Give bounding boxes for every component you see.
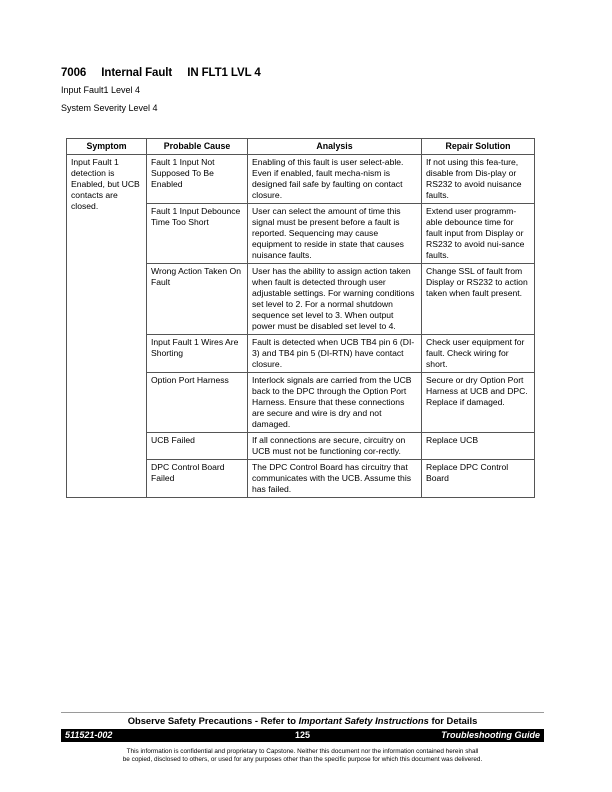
cause-cell: Input Fault 1 Wires Are Shorting [147, 335, 248, 373]
header-analysis: Analysis [248, 139, 422, 155]
safety-notice [61, 715, 544, 726]
analysis-cell: The DPC Control Board has circuitry that communicates with the UCB. Assume this has failed. [248, 460, 422, 498]
analysis-cell: If all connections are secure, circuitry on UCB must not be functioning cor-rectly. [248, 433, 422, 460]
table-row [67, 155, 535, 204]
cause-cell: Option Port Harness [147, 373, 248, 433]
troubleshooting-table [66, 138, 535, 498]
header-repair-solution: Repair Solution [422, 139, 535, 155]
header-probable-cause: Probable Cause [147, 139, 248, 155]
confidentiality-notice [61, 748, 544, 764]
analysis-cell: Enabling of this fault is user select-able. Even if enabled, fault mecha-nism is designed fail safe by faulting on contact closure. [248, 155, 422, 204]
document-number: 511521-002 [65, 730, 113, 740]
header-symptom: Symptom [67, 139, 147, 155]
confidentiality-line-1: This information is confidential and proprietary to Capstone. Neither this document nor the information contained herein shall [126, 748, 479, 755]
page-number: 125 [294, 730, 311, 740]
fault-name: Internal Fault [101, 67, 173, 79]
repair-cell: If not using this fea-ture, disable from Dis-play or RS232 to avoid nuisance faults. [422, 155, 535, 204]
cause-cell: Fault 1 Input Debounce Time Too Short [147, 204, 248, 264]
fault-code: 7006 [61, 67, 87, 79]
analysis-cell: User can select the amount of time this signal must be present before a fault is reported. Sequencing may cause equipment to reside in state that causes nuisance faults. [248, 204, 422, 264]
repair-cell: Extend user programm-able debounce time for fault input from Display or RS232 to avoid nui-sance faults. [422, 204, 535, 264]
cause-cell: Wrong Action Taken On Fault [147, 264, 248, 335]
safety-instructions-reference: Important Safety Instructions [298, 715, 429, 726]
page-title [61, 67, 273, 79]
guide-title: Troubleshooting Guide [441, 730, 540, 740]
footer-bar [61, 729, 544, 742]
repair-cell: Change SSL of fault from Display or RS232 to action taken when fault present. [422, 264, 535, 335]
symptom-cell: Input Fault 1 detection is Enabled, but UCB contacts are closed. [67, 155, 147, 498]
safety-suffix: for Details [428, 715, 478, 726]
repair-cell: Check user equipment for fault. Check wiring for short. [422, 335, 535, 373]
cause-cell: UCB Failed [147, 433, 248, 460]
analysis-cell: Interlock signals are carried from the UCB back to the DPC through the Option Port Harness. Ensure that these connections are secure and wire is dry and not damaged. [248, 373, 422, 433]
fault-short-name: IN FLT1 LVL 4 [187, 67, 261, 79]
repair-cell: Replace UCB [422, 433, 535, 460]
system-severity-level: System Severity Level 4 [61, 103, 158, 113]
analysis-cell: User has the ability to assign action taken when fault is detected through user adjustable settings. For warning conditions set level to 2. For a normal shutdown sequence set level to 3. When output power must be disabled set level to 4. [248, 264, 422, 335]
cause-cell: Fault 1 Input Not Supposed To Be Enabled [147, 155, 248, 204]
safety-prefix: Observe Safety Precautions - Refer to [127, 715, 299, 726]
input-fault-level: Input Fault1 Level 4 [61, 85, 141, 95]
repair-cell: Secure or dry Option Port Harness at UCB and DPC. Replace if damaged. [422, 373, 535, 433]
confidentiality-line-2: be copied, disclosed to others, or used for any purposes other than the specific purpose for which this document was delivered. [122, 756, 483, 764]
footer-divider [61, 712, 544, 713]
repair-cell: Replace DPC Control Board [422, 460, 535, 498]
analysis-cell: Fault is detected when UCB TB4 pin 6 (DI-3) and TB4 pin 5 (DI-RTN) have contact closure. [248, 335, 422, 373]
table-header-row [67, 139, 535, 155]
cause-cell: DPC Control Board Failed [147, 460, 248, 498]
